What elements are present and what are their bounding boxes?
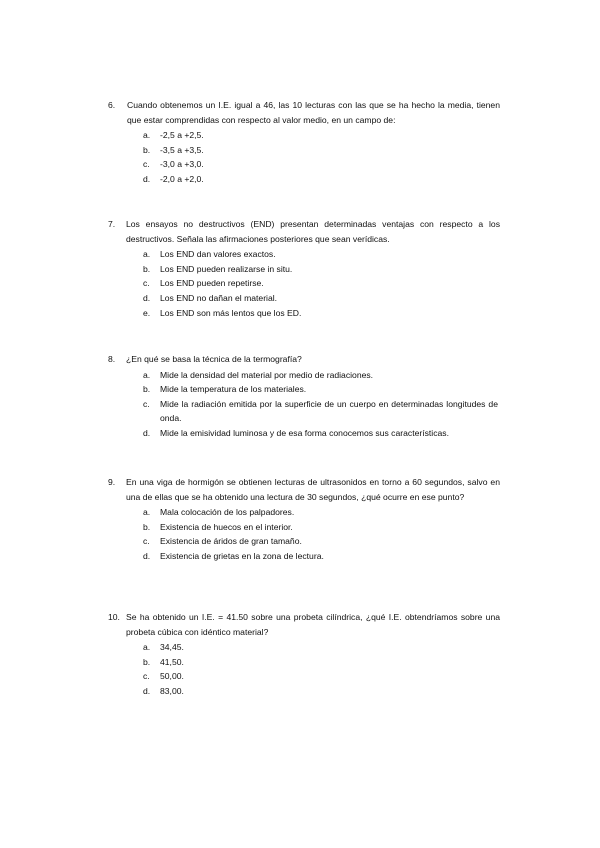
option-letter: c. <box>143 536 150 547</box>
option-letter: d. <box>143 550 151 561</box>
option-e <box>143 306 500 321</box>
question-6 <box>108 98 500 187</box>
option-text: Existencia de áridos de gran tamaño. <box>160 536 302 547</box>
option-d <box>143 549 500 564</box>
question-10 <box>108 610 500 699</box>
option-text: Los END son más lentos que los ED. <box>160 307 302 318</box>
option-letter: c. <box>143 398 150 409</box>
option-a <box>143 505 500 520</box>
option-text: Mala colocación de los palpadores. <box>160 507 295 518</box>
option-b <box>143 382 500 397</box>
option-b <box>143 262 500 277</box>
option-list <box>143 640 500 698</box>
option-letter: c. <box>143 278 150 289</box>
question-number: 10. <box>108 612 120 622</box>
option-text: Mide la temperatura de los materiales. <box>160 384 307 395</box>
question-7 <box>108 217 500 320</box>
option-letter: b. <box>143 384 151 395</box>
option-letter: e. <box>143 307 151 318</box>
option-list <box>143 128 500 186</box>
option-text: 41,50. <box>160 656 184 667</box>
option-letter: b. <box>143 521 151 532</box>
option-list <box>143 247 500 320</box>
option-c <box>143 157 500 172</box>
option-text: 83,00. <box>160 685 184 696</box>
question-number: 8. <box>108 354 116 364</box>
question-8 <box>108 352 500 441</box>
option-a <box>143 640 500 655</box>
option-text: -2,0 a +2,0. <box>160 173 204 184</box>
option-text: -3,0 a +3,0. <box>160 159 204 170</box>
option-a <box>143 368 500 383</box>
option-b <box>143 143 500 158</box>
question-number: 6. <box>108 100 116 110</box>
option-letter: b. <box>143 263 151 274</box>
option-d <box>143 426 500 441</box>
option-text: Existencia de huecos en el interior. <box>160 521 293 532</box>
option-d <box>143 684 500 699</box>
question-number: 7. <box>108 219 116 229</box>
option-letter: a. <box>143 369 151 380</box>
option-c <box>143 669 500 684</box>
option-letter: a. <box>143 249 151 260</box>
option-text: Los END no dañan el material. <box>160 292 278 303</box>
question-text: Cuando obtenemos un I.E. igual a 46, las 10 lecturas con las que se ha hecho la media, tienen que estar comprendidas con respecto al valor medio, en un campo de: <box>127 100 500 125</box>
option-text: Existencia de grietas en la zona de lectura. <box>160 550 324 561</box>
option-letter: d. <box>143 173 151 184</box>
question-9 <box>108 475 500 564</box>
question-text: ¿En qué se basa la técnica de la termografía? <box>126 354 302 364</box>
option-b <box>143 655 500 670</box>
option-letter: b. <box>143 656 151 667</box>
option-letter: d. <box>143 292 151 303</box>
question-text: Se ha obtenido un I.E. = 41.50 sobre una probeta cilíndrica, ¿qué I.E. obtendríamos sobre una probeta cúbica con idéntico material? <box>126 612 500 637</box>
question-text: En una viga de hormigón se obtienen lecturas de ultrasonidos en torno a 60 segundos, salvo en una de ellas que se ha obtenido una lectura de 30 segundos, ¿qué ocurre en ese punto? <box>126 477 500 502</box>
option-a <box>143 247 500 262</box>
option-text: Mide la emisividad luminosa y de esa forma conocemos sus características. <box>160 427 449 438</box>
option-d <box>143 172 500 187</box>
option-c <box>143 397 500 426</box>
option-letter: c. <box>143 159 150 170</box>
option-c <box>143 276 500 291</box>
option-letter: b. <box>143 144 151 155</box>
question-number: 9. <box>108 477 116 487</box>
option-text: 50,00. <box>160 671 184 682</box>
option-list <box>143 505 500 563</box>
option-a <box>143 128 500 143</box>
option-letter: c. <box>143 671 150 682</box>
option-letter: a. <box>143 507 151 518</box>
option-c <box>143 534 500 549</box>
option-text: Los END pueden repetirse. <box>160 278 264 289</box>
option-list <box>143 368 500 441</box>
option-text: Los END dan valores exactos. <box>160 249 276 260</box>
option-letter: a. <box>143 130 151 141</box>
option-letter: d. <box>143 427 151 438</box>
question-text: Los ensayos no destructivos (END) presentan determinadas ventajas con respecto a los destructivos. Señala las afirmaciones posteriores que sean verídicas. <box>126 219 500 244</box>
option-text: 34,45. <box>160 642 184 653</box>
option-text: Mide la radiación emitida por la superficie de un cuerpo en determinadas longitudes de onda. <box>160 398 498 424</box>
option-text: -3,5 a +3,5. <box>160 144 204 155</box>
option-text: Mide la densidad del material por medio de radiaciones. <box>160 369 374 380</box>
option-letter: d. <box>143 685 151 696</box>
option-text: Los END pueden realizarse in situ. <box>160 263 293 274</box>
option-letter: a. <box>143 642 151 653</box>
option-b <box>143 520 500 535</box>
option-d <box>143 291 500 306</box>
option-text: -2,5 a +2,5. <box>160 130 204 141</box>
